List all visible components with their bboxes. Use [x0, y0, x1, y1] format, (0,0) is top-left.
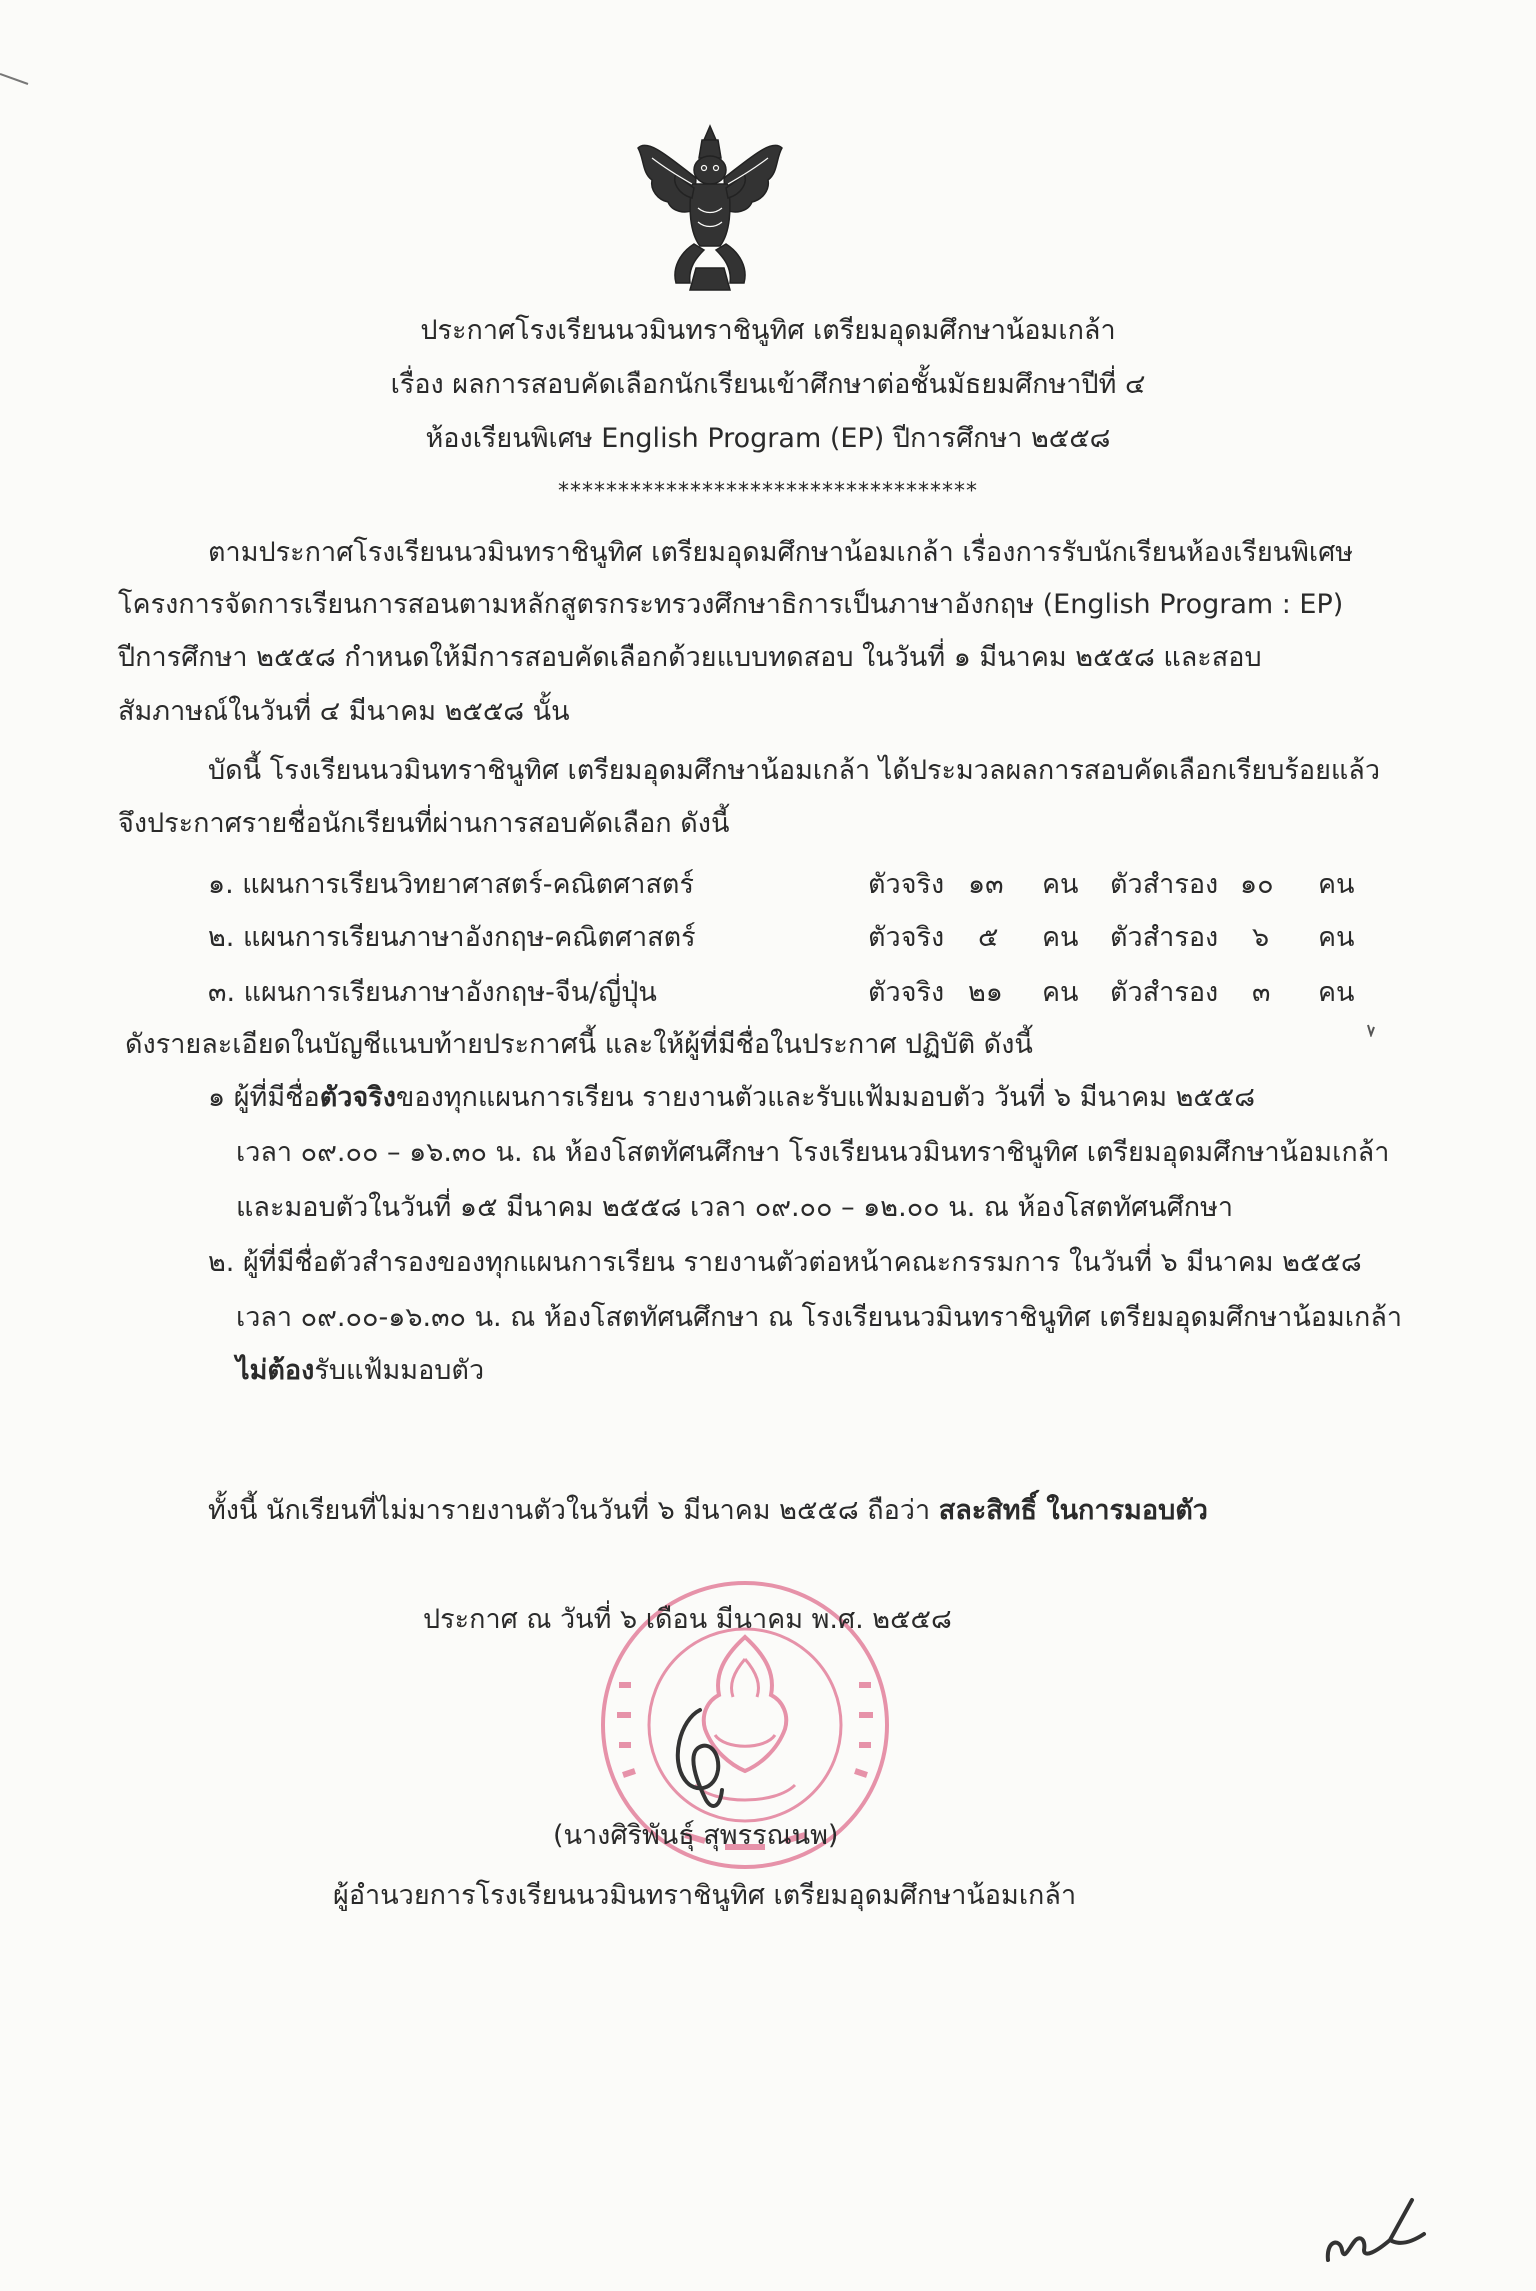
plan-unit: คน	[1318, 869, 1355, 900]
plan-name: ๑. แผนการเรียนวิทยาศาสตร์-คณิตศาสตร์	[208, 869, 694, 900]
scan-edge-mark	[0, 70, 30, 90]
plan-reserve-label: ตัวสำรอง	[1110, 869, 1219, 900]
instruction-item2-line2: เวลา ๐๙.๐๐-๑๖.๓๐ น. ณ ห้องโสตทัศนศึกษา ณ โรงเรียนนวมินทราชินูทิศ เตรียมอุดมศึกษาน้อมเกล้า	[236, 1302, 1403, 1333]
instruction-item1-line3: และมอบตัวในวันที่ ๑๕ มีนาคม ๒๕๕๘ เวลา ๐๙.๐๐ – ๑๒.๐๐ น. ณ ห้องโสตทัศนศึกษา	[236, 1192, 1234, 1223]
plan-reserve-label: ตัวสำรอง	[1110, 977, 1219, 1008]
initial-mark	[1320, 2180, 1430, 2270]
plan-main-count: ๑๓	[968, 869, 1004, 900]
closing-note	[208, 1493, 1208, 1529]
plan-reserve-count: ๓	[1252, 977, 1271, 1008]
para1-line4: สัมภาษณ์ในวันที่ ๔ มีนาคม ๒๕๕๘ นั้น	[118, 696, 570, 727]
item1-rest: ของทุกแผนการเรียน รายงานตัวและรับแฟ้มมอบตัว วันที่ ๖ มีนาคม ๒๕๕๘	[395, 1082, 1256, 1113]
plan-main-label: ตัวจริง	[868, 977, 945, 1008]
plan-reserve-label: ตัวสำรอง	[1110, 922, 1219, 953]
plan-unit: คน	[1042, 977, 1079, 1008]
item1-prefix: ๑ ผู้ที่มีชื่อ	[208, 1082, 320, 1113]
signer-name: (นางศิริพันธุ์ สุพรรณนพ)	[553, 1820, 839, 1851]
plan-unit: คน	[1042, 869, 1079, 900]
item2-bold: ไม่ต้อง	[236, 1355, 315, 1386]
closing-note-bold: สละสิทธิ์ ในการมอบตัว	[938, 1495, 1208, 1526]
plan-name: ๓. แผนการเรียนภาษาอังกฤษ-จีน/ญี่ปุ่น	[208, 977, 657, 1008]
item2-rest: รับแฟ้มมอบตัว	[314, 1355, 485, 1386]
header-title-line2: เรื่อง ผลการสอบคัดเลือกนักเรียนเข้าศึกษาต่อชั้นมัธยมศึกษาปีที่ ๔	[390, 369, 1146, 400]
instruction-item1-line2: เวลา ๐๙.๐๐ – ๑๖.๓๐ น. ณ ห้องโสตทัศนศึกษา โรงเรียนนวมินทราชินูทิศ เตรียมอุดมศึกษาน้อมเกล้า	[236, 1137, 1390, 1168]
para1-line1: ตามประกาศโรงเรียนนวมินทราชินูทิศ เตรียมอุดมศึกษาน้อมเกล้า เรื่องการรับนักเรียนห้องเรียนพิเศษ	[208, 537, 1354, 568]
plan-main-count: ๒๑	[968, 977, 1003, 1008]
para2-line1: บัดนี้ โรงเรียนนวมินทราชินูทิศ เตรียมอุดมศึกษาน้อมเกล้า ได้ประมวลผลการสอบคัดเลือกเรียบร้อยแล้ว	[208, 755, 1380, 786]
plan-reserve-count: ๖	[1252, 922, 1270, 953]
para2-line2: จึงประกาศรายชื่อนักเรียนที่ผ่านการสอบคัดเลือก ดังนี้	[118, 808, 730, 839]
header-title-line1: ประกาศโรงเรียนนวมินทราชินูทิศ เตรียมอุดมศึกษาน้อมเกล้า	[420, 315, 1116, 346]
plan-unit: คน	[1318, 922, 1355, 953]
plan-reserve-count: ๑๐	[1240, 869, 1274, 900]
instruction-item2-line1: ๒. ผู้ที่มีชื่อตัวสำรองของทุกแผนการเรียน รายงานตัวต่อหน้าคณะกรรมการ ในวันที่ ๖ มีนาคม ๒๕๕๘	[208, 1247, 1362, 1278]
plan-main-label: ตัวจริง	[868, 922, 945, 953]
garuda-emblem-icon	[630, 118, 790, 298]
plan-main-count: ๕	[978, 922, 999, 953]
signature-mark	[640, 1690, 770, 1820]
header-separator: ***********************************	[558, 479, 978, 504]
instruction-item1-line1	[208, 1080, 1255, 1116]
stray-mark	[1366, 1023, 1376, 1037]
signer-title: ผู้อำนวยการโรงเรียนนวมินทราชินูทิศ เตรียมอุดมศึกษาน้อมเกล้า	[333, 1880, 1077, 1911]
plan-unit: คน	[1318, 977, 1355, 1008]
para1-line3: ปีการศึกษา ๒๕๕๘ กำหนดให้มีการสอบคัดเลือกด้วยแบบทดสอบ ในวันที่ ๑ มีนาคม ๒๕๕๘ และสอบ	[118, 642, 1262, 673]
closing-note-text: ทั้งนี้ นักเรียนที่ไม่มารายงานตัวในวันที่ ๖ มีนาคม ๒๕๕๘ ถือว่า	[208, 1495, 939, 1526]
header-title-line3: ห้องเรียนพิเศษ English Program (EP) ปีการศึกษา ๒๕๕๘	[425, 423, 1111, 454]
plan-name: ๒. แผนการเรียนภาษาอังกฤษ-คณิตศาสตร์	[208, 922, 696, 953]
announce-date: ประกาศ ณ วันที่ ๖ เดือน มีนาคม พ.ศ. ๒๕๕๘	[423, 1604, 952, 1635]
plan-main-label: ตัวจริง	[868, 869, 945, 900]
plan-unit: คน	[1042, 922, 1079, 953]
instructions-intro: ดังรายละเอียดในบัญชีแนบท้ายประกาศนี้ และให้ผู้ที่มีชื่อในประกาศ ปฏิบัติ ดังนี้	[125, 1029, 1033, 1060]
para1-line2: โครงการจัดการเรียนการสอนตามหลักสูตรกระทรวงศึกษาธิการเป็นภาษาอังกฤษ (English Program : EP)	[118, 589, 1344, 620]
item1-bold: ตัวจริง	[319, 1082, 396, 1113]
instruction-item2-line3	[236, 1353, 484, 1389]
